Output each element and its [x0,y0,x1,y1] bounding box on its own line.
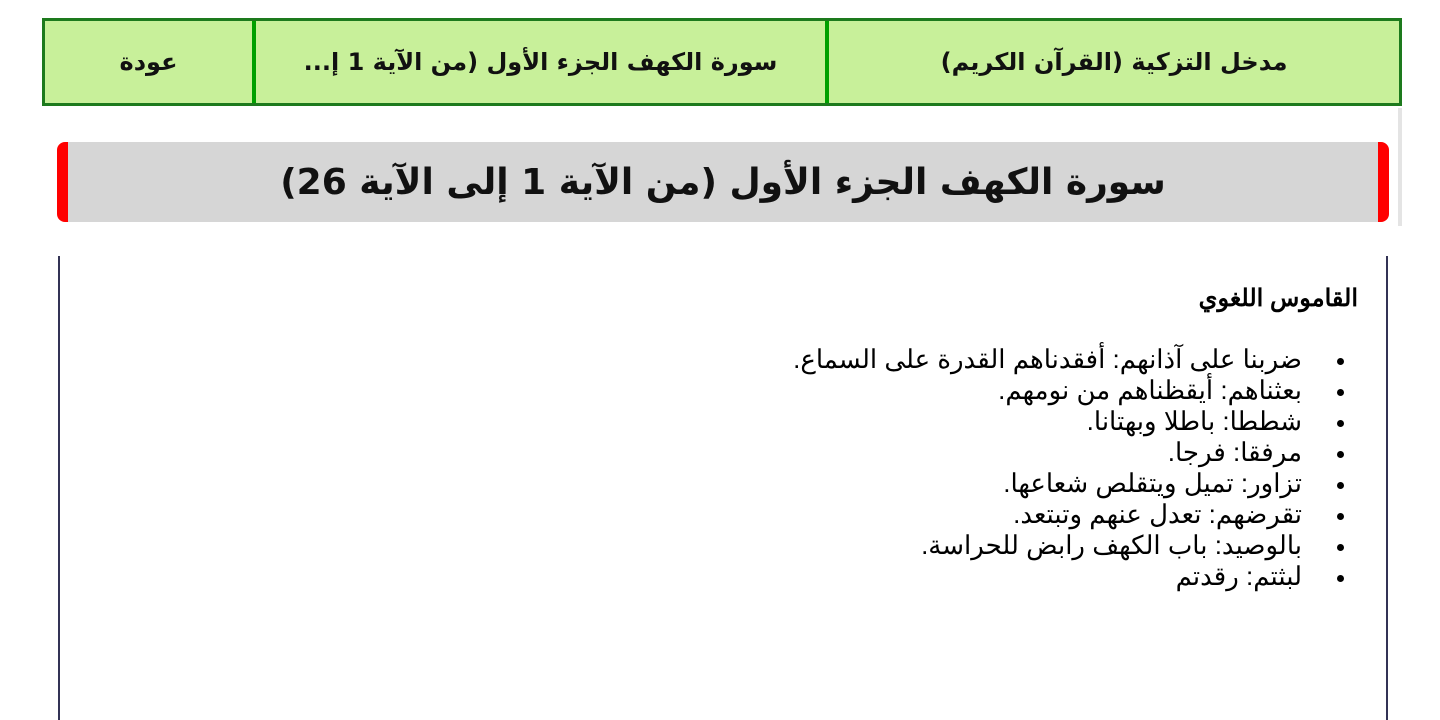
list-item [60,499,1358,530]
list-item [60,375,1358,406]
glossary-item-text: بالوصيد: باب الكهف رابض للحراسة. [921,530,1302,560]
bullet-icon [1337,420,1344,427]
page-title-banner [57,142,1389,222]
glossary-item-text: مرفقا: فرجا. [1167,437,1302,467]
list-item [60,406,1358,437]
bullet-icon [1337,544,1344,551]
glossary-list [60,344,1358,592]
top-navigation [42,18,1402,106]
bullet-icon [1337,575,1344,582]
nav-link-surah-kahf-part1[interactable]: سورة الكهف الجزء الأول (من الآية 1 إ... [256,21,825,103]
list-item [60,561,1358,592]
glossary-heading: القاموس اللغوي [1198,285,1358,312]
nav-link-back[interactable]: عودة [45,21,252,103]
bullet-icon [1337,451,1344,458]
glossary-item-text: بعثناهم: أيقظناهم من نومهم. [998,375,1302,405]
content-body [60,282,1386,592]
list-item [60,530,1358,561]
glossary-item-text: شططا: باطلا وبهتانا. [1086,406,1302,436]
glossary-item-text: ضربنا على آذانهم: أفقدناهم القدرة على السماع. [793,344,1302,374]
content-panel [58,256,1388,720]
glossary-item-text: تزاور: تميل ويتقلص شعاعها. [1003,468,1302,498]
glossary-item-text: تقرضهم: تعدل عنهم وتبتعد. [1013,499,1302,529]
glossary-item-text: لبثتم: رقدتم [1175,561,1302,591]
list-item [60,344,1358,375]
page-edge-line [1398,108,1402,226]
bullet-icon [1337,482,1344,489]
nav-link-tazkiya-intro[interactable]: مدخل التزكية (القرآن الكريم) [829,21,1399,103]
list-item [60,468,1358,499]
page-title: سورة الكهف الجزء الأول (من الآية 1 إلى الآية 26) [280,161,1166,203]
bullet-icon [1337,389,1344,396]
bullet-icon [1337,358,1344,365]
list-item [60,437,1358,468]
bullet-icon [1337,513,1344,520]
